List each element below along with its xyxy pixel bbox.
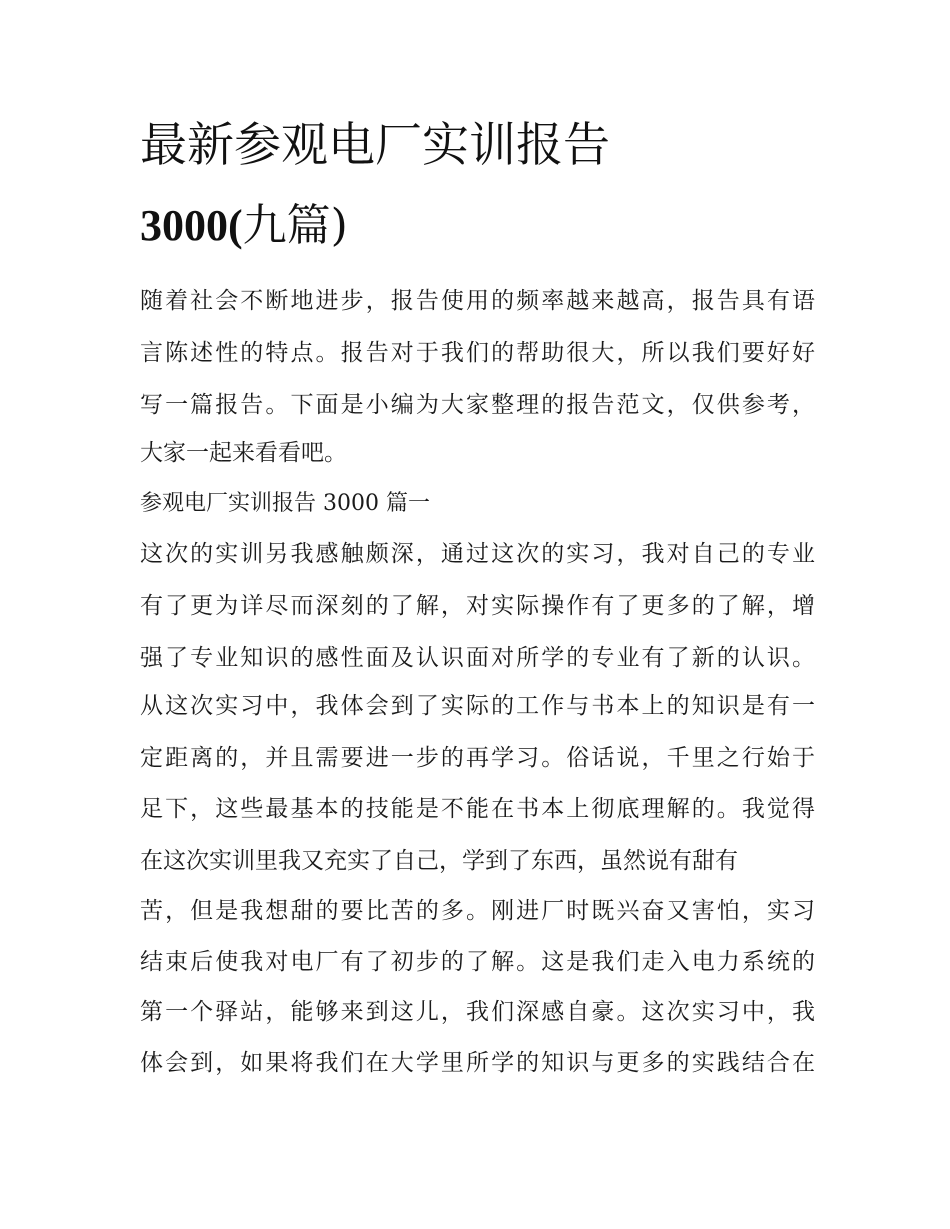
body-line: 有了更为详尽而深刻的了解，对实际操作有了更多的了解，增 xyxy=(140,593,815,619)
body-line: 从这次实习中，我体会到了实际的工作与书本上的知识是有一 xyxy=(140,693,815,719)
intro-line: 言陈述性的特点。报告对于我们的帮助很大，所以我们要好好 xyxy=(140,340,815,366)
section-heading: 参观电厂实训报告 3000 篇一 xyxy=(140,491,430,516)
document-title-line-1: 最新参观电厂实训报告 xyxy=(140,118,610,173)
body-line: 这次的实训另我感触颇深，通过这次的实习，我对自己的专业 xyxy=(140,541,815,567)
title-suffix: 九篇) xyxy=(242,200,348,251)
intro-line: 写一篇报告。下面是小编为大家整理的报告范文，仅供参考， xyxy=(140,392,815,418)
intro-line: 随着社会不断地进步，报告使用的频率越来越高，报告具有语 xyxy=(140,288,815,314)
body-line: 足下，这些最基本的技能是不能在书本上彻底理解的。我觉得 xyxy=(140,796,815,822)
body-line: 体会到，如果将我们在大学里所学的知识与更多的实践结合在 xyxy=(140,1050,815,1076)
body-line: 第一个驿站，能够来到这儿，我们深感自豪。这次实习中，我 xyxy=(140,999,815,1025)
title-number: 3000( xyxy=(140,201,243,250)
intro-line: 大家一起来看看吧。 xyxy=(140,440,347,466)
body-line: 定距离的，并且需要进一步的再学习。俗话说，千里之行始于 xyxy=(140,745,815,771)
body-line: 苦，但是我想甜的要比苦的多。刚进厂时既兴奋又害怕，实习 xyxy=(140,898,815,924)
body-line: 结束后使我对电厂有了初步的了解。这是我们走入电力系统的 xyxy=(140,949,815,975)
body-line: 在这次实训里我又充实了自己，学到了东西，虽然说有甜有 xyxy=(140,848,738,874)
document-title-line-2 xyxy=(140,193,348,259)
body-line: 强了专业知识的感性面及认识面对所学的专业有了新的认识。 xyxy=(140,645,815,671)
